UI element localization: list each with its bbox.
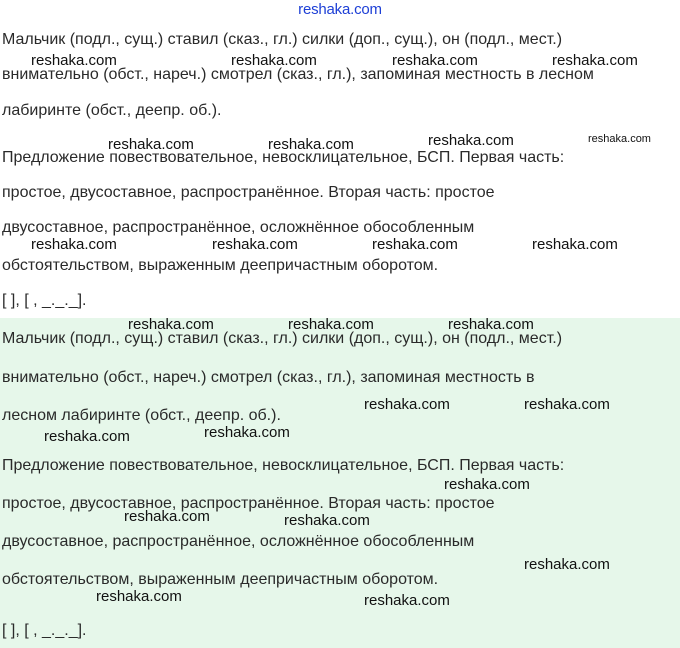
watermark: reshaka.com [231,52,317,69]
watermark: reshaka.com [524,396,610,413]
watermark: reshaka.com [108,136,194,153]
block2-line: Мальчик (подл., сущ.) ставил (сказ., гл.) силки (доп., сущ.), он (подл., мест.) [2,330,563,347]
block1-line: Мальчик (подл., сущ.) ставил (сказ., гл.) силки (доп., сущ.), он (подл., мест.) [2,31,563,48]
block1-line: внимательно (обст., нареч.) смотрел (сказ., гл.), запоминая местность в лесном [2,66,594,83]
block2-line: [ ], [ , _._._]. [2,622,87,639]
watermark: reshaka.com [444,476,530,493]
block2-line: Предложение повествовательное, невосклицательное, БСП. Первая часть: [2,457,565,474]
watermark: reshaka.com [372,236,458,253]
watermark: reshaka.com [364,396,450,413]
watermark: reshaka.com [552,52,638,69]
watermark: reshaka.com [128,316,214,333]
block1-line: Предложение повествовательное, невосклицательное, БСП. Первая часть: [2,149,565,166]
watermark: reshaka.com [268,136,354,153]
block2-line: двусоставное, распространённое, осложнённое обособленным [2,533,475,550]
block2-line: лесном лабиринте (обст., деепр. об.). [2,407,281,424]
watermark: reshaka.com [31,236,117,253]
watermark: reshaka.com [532,236,618,253]
watermark: reshaka.com [124,508,210,525]
watermark: reshaka.com [284,512,370,529]
watermark: reshaka.com [212,236,298,253]
watermark: reshaka.com [524,556,610,573]
watermark: reshaka.com [31,52,117,69]
watermark: reshaka.com [588,133,651,145]
watermark: reshaka.com [428,132,514,149]
watermark: reshaka.com [44,428,130,445]
site-title[interactable]: reshaka.com [298,1,382,18]
block1-line: [ ], [ , _._._]. [2,292,87,309]
block1-line: двусоставное, распространённое, осложнённое обособленным [2,219,475,236]
block1-line: лабиринте (обст., деепр. об.). [2,102,222,119]
watermark: reshaka.com [96,588,182,605]
block2-line: простое, двусоставное, распространённое. Вторая часть: простое [2,495,495,512]
watermark: reshaka.com [448,316,534,333]
watermark: reshaka.com [204,424,290,441]
watermark: reshaka.com [392,52,478,69]
watermark: reshaka.com [288,316,374,333]
block1-line: обстоятельством, выраженным деепричастным оборотом. [2,257,439,274]
watermark: reshaka.com [364,592,450,609]
block2-line: обстоятельством, выраженным деепричастным оборотом. [2,571,439,588]
block2-line: внимательно (обст., нареч.) смотрел (сказ., гл.), запоминая местность в [2,369,535,386]
block1-line: простое, двусоставное, распространённое. Вторая часть: простое [2,184,495,201]
